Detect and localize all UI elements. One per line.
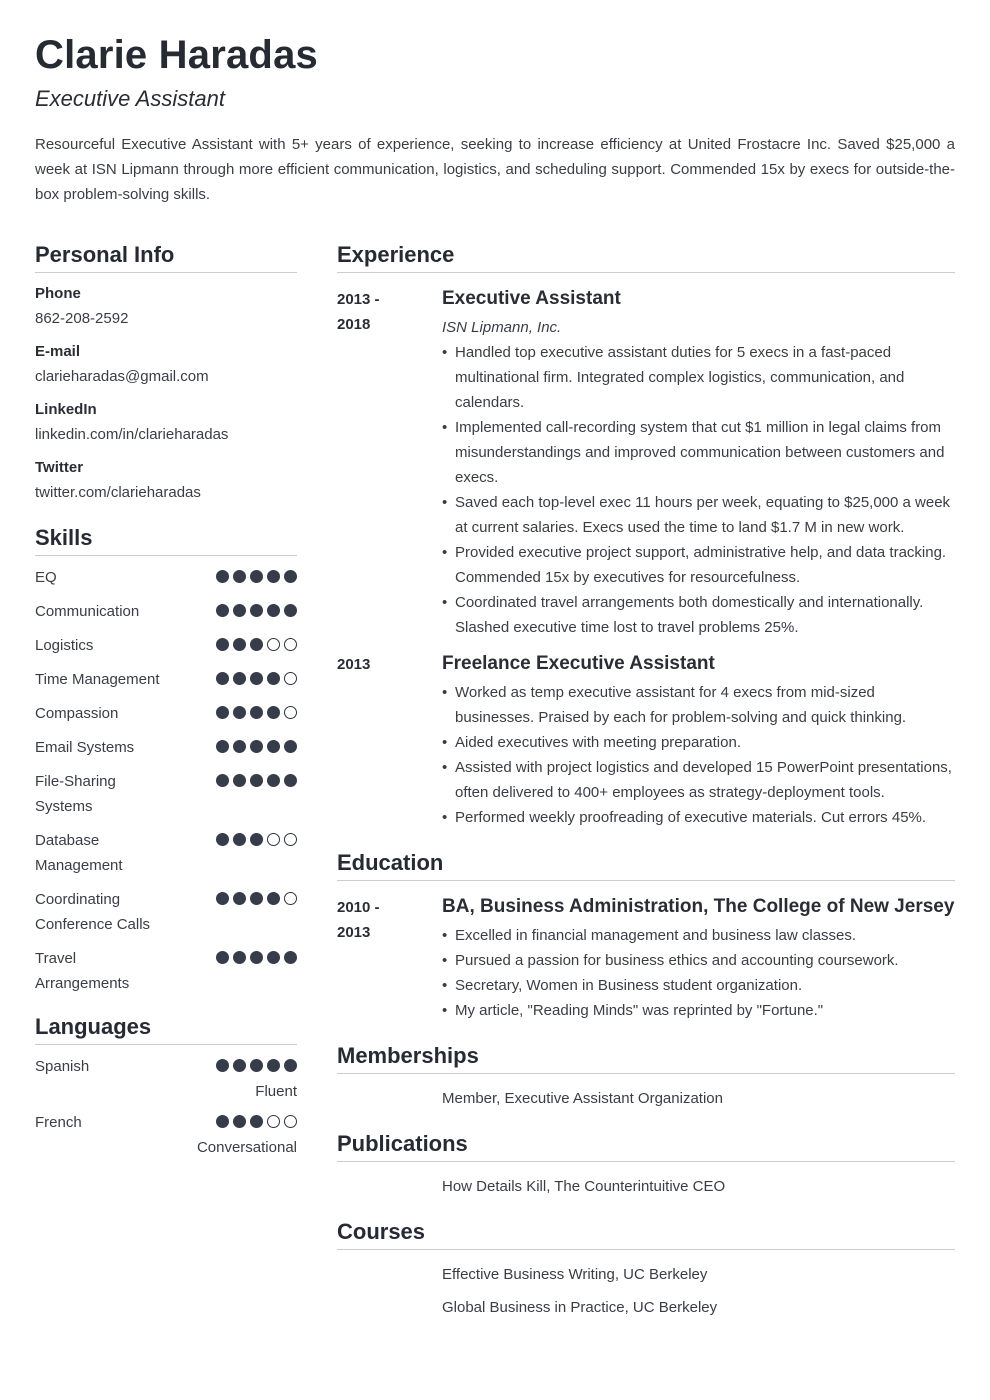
courses-heading: Courses bbox=[337, 1219, 955, 1250]
rating-dot-filled bbox=[233, 570, 246, 583]
publications-heading: Publications bbox=[337, 1131, 955, 1162]
rating-dot-empty bbox=[267, 638, 280, 651]
bullet-item: • Saved each top-level exec 11 hours per week, equating to $25,000 a week at current salaries. Execs used the time to land $1.7 M in new work. bbox=[442, 490, 955, 540]
skill-rating bbox=[216, 701, 297, 719]
entry-organization: ISN Lipmann, Inc. bbox=[442, 319, 562, 336]
language-level: Conversational bbox=[196, 1139, 297, 1156]
rating-dot-empty bbox=[284, 1115, 297, 1128]
info-twitter bbox=[35, 455, 297, 505]
entry-bullets bbox=[442, 340, 955, 640]
entry-title: Freelance Executive Assistant bbox=[442, 653, 715, 674]
info-email bbox=[35, 339, 297, 389]
rating-dot-filled bbox=[284, 604, 297, 617]
rating-dot-empty bbox=[284, 706, 297, 719]
experience-entry bbox=[337, 652, 955, 830]
skill-name: Compassion bbox=[35, 705, 119, 722]
rating-dot-filled bbox=[250, 604, 263, 617]
entry-bullets bbox=[442, 923, 955, 1023]
language-name: French bbox=[35, 1114, 82, 1131]
rating-dot-filled bbox=[267, 892, 280, 905]
rating-dot-filled bbox=[216, 951, 229, 964]
entry-title: BA, Business Administration, The College of New Jersey bbox=[442, 896, 955, 917]
bullet-item: • Excelled in financial management and business law classes. bbox=[442, 923, 955, 948]
language-name: Spanish bbox=[35, 1058, 90, 1075]
experience-section bbox=[337, 242, 955, 830]
rating-dot-empty bbox=[267, 833, 280, 846]
linkedin-value: linkedin.com/in/clarieharadas bbox=[35, 426, 229, 443]
languages-list bbox=[35, 1054, 297, 1160]
rating-dot-filled bbox=[267, 604, 280, 617]
skill-row bbox=[35, 828, 297, 878]
date-start: 2010 - bbox=[337, 899, 380, 916]
candidate-name: Clarie Haradas bbox=[35, 33, 318, 77]
skill-name: Time Management bbox=[35, 671, 160, 688]
publication-item: How Details Kill, The Counterintuitive CEO bbox=[442, 1178, 726, 1195]
rating-dot-empty bbox=[284, 833, 297, 846]
rating-dot-filled bbox=[233, 672, 246, 685]
skills-section bbox=[35, 525, 297, 996]
bullet-item: • Handled top executive assistant duties for 5 execs in a fast-paced multinational firm. Integrated complex logistics, communication, and calendars. bbox=[442, 340, 955, 415]
date-end: 2018 bbox=[337, 316, 371, 333]
job-title: Executive Assistant bbox=[35, 86, 225, 111]
skill-rating bbox=[216, 887, 297, 905]
rating-dot-filled bbox=[233, 740, 246, 753]
language-row bbox=[35, 1054, 297, 1104]
info-label: E-mail bbox=[35, 343, 81, 360]
skill-name: Coordinating Conference Calls bbox=[35, 891, 151, 933]
skill-rating bbox=[216, 599, 297, 617]
bullet-item: • Assisted with project logistics and developed 15 PowerPoint presentations, often delivered to 400+ employees as strategy-deployment tools. bbox=[442, 755, 955, 805]
rating-dot-filled bbox=[216, 833, 229, 846]
rating-dot-filled bbox=[284, 951, 297, 964]
skill-row bbox=[35, 599, 297, 624]
skill-row bbox=[35, 735, 297, 760]
skill-rating bbox=[216, 769, 297, 787]
rating-dot-filled bbox=[250, 638, 263, 651]
skill-row bbox=[35, 887, 297, 937]
bullet-item: • Implemented call-recording system that cut $1 million in legal claims from misunderstandings and improved communication between customers and execs. bbox=[442, 415, 955, 490]
rating-dot-filled bbox=[267, 706, 280, 719]
skill-name: File-Sharing Systems bbox=[35, 773, 116, 815]
info-linkedin bbox=[35, 397, 297, 447]
skill-rating bbox=[216, 828, 297, 846]
language-row bbox=[35, 1110, 297, 1160]
skill-row bbox=[35, 701, 297, 726]
memberships-heading: Memberships bbox=[337, 1043, 955, 1074]
skill-name: Logistics bbox=[35, 637, 94, 654]
skill-rating bbox=[216, 633, 297, 651]
right-column bbox=[337, 242, 955, 1320]
skill-row bbox=[35, 633, 297, 658]
rating-dot-empty bbox=[284, 892, 297, 905]
rating-dot-filled bbox=[284, 570, 297, 583]
entry-date bbox=[337, 287, 442, 640]
languages-heading: Languages bbox=[35, 1014, 297, 1045]
info-phone bbox=[35, 281, 297, 331]
entry-date bbox=[337, 652, 442, 830]
rating-dot-filled bbox=[216, 1059, 229, 1072]
info-label: LinkedIn bbox=[35, 401, 97, 418]
info-label: Twitter bbox=[35, 459, 84, 476]
date-end: 2013 bbox=[337, 924, 371, 941]
phone-value: 862-208-2592 bbox=[35, 310, 129, 327]
skill-rating bbox=[216, 946, 297, 964]
skill-name: EQ bbox=[35, 569, 57, 586]
personal-info-section bbox=[35, 242, 297, 505]
rating-dot-empty bbox=[284, 638, 297, 651]
language-level: Fluent bbox=[255, 1083, 297, 1100]
rating-dot-filled bbox=[216, 706, 229, 719]
bullet-item: • Secretary, Women in Business student organization. bbox=[442, 973, 955, 998]
bullet-item: • Worked as temp executive assistant for 4 execs from mid-sized businesses. Praised by each for problem-solving and quick thinking. bbox=[442, 680, 955, 730]
personal-info-heading: Personal Info bbox=[35, 242, 297, 273]
rating-dot-filled bbox=[216, 672, 229, 685]
courses-section bbox=[337, 1219, 955, 1320]
rating-dot-filled bbox=[233, 774, 246, 787]
skill-name: Database Management bbox=[35, 832, 123, 874]
rating-dot-filled bbox=[233, 1115, 246, 1128]
publications-section bbox=[337, 1131, 955, 1199]
education-section bbox=[337, 850, 955, 1023]
skill-row bbox=[35, 769, 297, 819]
rating-dot-filled bbox=[267, 951, 280, 964]
skill-name: Communication bbox=[35, 603, 140, 620]
rating-dot-filled bbox=[250, 951, 263, 964]
rating-dot-filled bbox=[267, 740, 280, 753]
rating-dot-filled bbox=[267, 570, 280, 583]
bullet-item: • Aided executives with meeting preparation. bbox=[442, 730, 955, 755]
rating-dot-empty bbox=[284, 672, 297, 685]
rating-dot-filled bbox=[284, 774, 297, 787]
rating-dot-filled bbox=[233, 892, 246, 905]
rating-dot-filled bbox=[216, 774, 229, 787]
rating-dot-filled bbox=[250, 706, 263, 719]
skill-name: Travel Arrangements bbox=[35, 950, 130, 992]
skill-row bbox=[35, 946, 297, 996]
entry-title: Executive Assistant bbox=[442, 288, 621, 309]
education-heading: Education bbox=[337, 850, 955, 881]
rating-dot-filled bbox=[250, 570, 263, 583]
entry-body bbox=[442, 895, 955, 1023]
entry-body bbox=[442, 652, 955, 830]
summary-paragraph: Resourceful Executive Assistant with 5+ years of experience, seeking to increase efficiency at United Frostacre Inc. Saved $25,000 a week at ISN Lipmann through more efficient communication, logistics, and scheduling support. Commended 15x by execs for outside-the-box problem-solving skills. bbox=[35, 136, 955, 203]
bullet-item: • Pursued a passion for business ethics and accounting coursework. bbox=[442, 948, 955, 973]
rating-dot-filled bbox=[216, 1115, 229, 1128]
skill-rating bbox=[216, 735, 297, 753]
bullet-item: • Provided executive project support, administrative help, and data tracking. Commended 15x by executives for resourcefulness. bbox=[442, 540, 955, 590]
left-column bbox=[35, 242, 297, 1166]
entry-date bbox=[337, 895, 442, 1023]
rating-dot-filled bbox=[250, 740, 263, 753]
rating-dot-filled bbox=[250, 833, 263, 846]
rating-dot-filled bbox=[250, 672, 263, 685]
languages-section bbox=[35, 1014, 297, 1160]
rating-dot-filled bbox=[284, 1059, 297, 1072]
skill-rating bbox=[216, 565, 297, 583]
bullet-item: • My article, "Reading Minds" was reprinted by "Fortune." bbox=[442, 998, 955, 1023]
rating-dot-filled bbox=[233, 951, 246, 964]
experience-entry bbox=[337, 287, 955, 640]
rating-dot-filled bbox=[267, 672, 280, 685]
skills-heading: Skills bbox=[35, 525, 297, 556]
date-start: 2013 bbox=[337, 656, 371, 673]
rating-dot-filled bbox=[250, 1115, 263, 1128]
membership-item: Member, Executive Assistant Organization bbox=[442, 1090, 723, 1107]
rating-dot-filled bbox=[267, 774, 280, 787]
rating-dot-filled bbox=[233, 604, 246, 617]
rating-dot-empty bbox=[267, 1115, 280, 1128]
rating-dot-filled bbox=[216, 570, 229, 583]
info-label: Phone bbox=[35, 285, 81, 302]
rating-dot-filled bbox=[233, 638, 246, 651]
rating-dot-filled bbox=[233, 1059, 246, 1072]
skills-list bbox=[35, 565, 297, 996]
experience-heading: Experience bbox=[337, 242, 955, 273]
course-item: Global Business in Practice, UC Berkeley bbox=[442, 1299, 718, 1316]
rating-dot-filled bbox=[250, 1059, 263, 1072]
rating-dot-filled bbox=[216, 892, 229, 905]
entry-bullets bbox=[442, 680, 955, 830]
email-value: clarieharadas@gmail.com bbox=[35, 368, 209, 385]
rating-dot-filled bbox=[216, 604, 229, 617]
entry-body bbox=[442, 287, 955, 640]
twitter-value: twitter.com/clarieharadas bbox=[35, 484, 201, 501]
rating-dot-filled bbox=[267, 1059, 280, 1072]
rating-dot-filled bbox=[216, 740, 229, 753]
skill-row bbox=[35, 565, 297, 590]
language-rating bbox=[216, 1054, 297, 1072]
rating-dot-filled bbox=[250, 892, 263, 905]
skill-name: Email Systems bbox=[35, 739, 135, 756]
rating-dot-filled bbox=[233, 706, 246, 719]
rating-dot-filled bbox=[216, 638, 229, 651]
date-start: 2013 - bbox=[337, 291, 380, 308]
rating-dot-filled bbox=[284, 740, 297, 753]
course-item: Effective Business Writing, UC Berkeley bbox=[442, 1266, 708, 1283]
skill-row bbox=[35, 667, 297, 692]
rating-dot-filled bbox=[250, 774, 263, 787]
bullet-item: • Performed weekly proofreading of executive materials. Cut errors 45%. bbox=[442, 805, 955, 830]
skill-rating bbox=[216, 667, 297, 685]
bullet-item: • Coordinated travel arrangements both domestically and internationally. Slashed executive time lost to travel problems 25%. bbox=[442, 590, 955, 640]
rating-dot-filled bbox=[233, 833, 246, 846]
memberships-section bbox=[337, 1043, 955, 1111]
language-rating bbox=[216, 1110, 297, 1128]
education-entry bbox=[337, 895, 955, 1023]
